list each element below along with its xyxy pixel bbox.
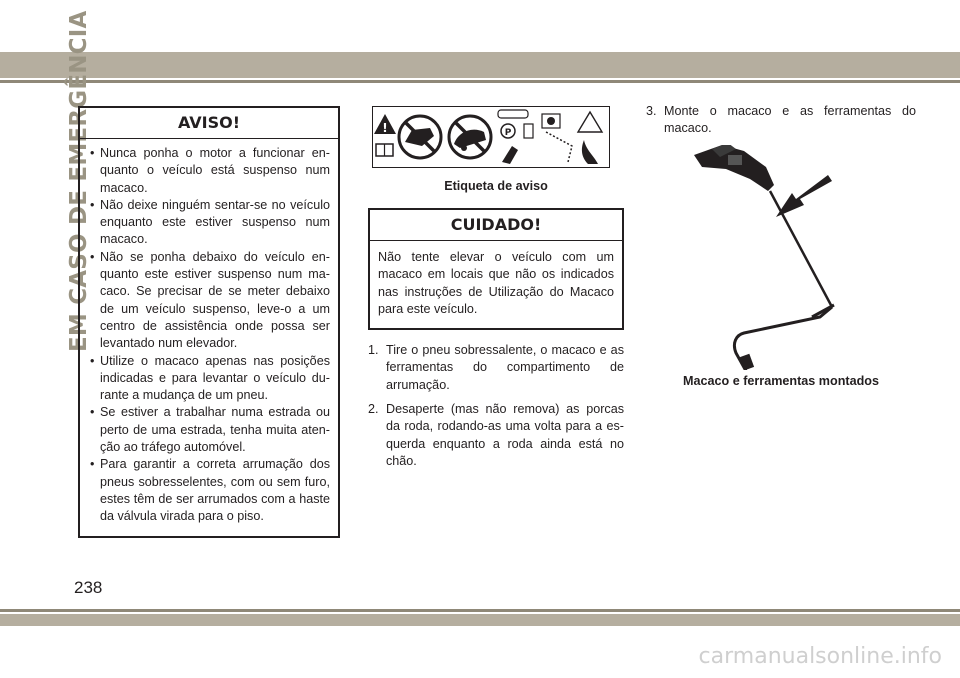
step-text: Tire o pneu sobressalente, o macaco e as ferramentas do compartimento de arrumação. [386, 343, 624, 392]
step-item [646, 103, 916, 138]
warning-box [78, 106, 340, 538]
caution-box [368, 208, 624, 330]
steps-list-continued [646, 103, 916, 138]
warning-label-image [372, 106, 610, 168]
jack-tools-image [692, 145, 842, 370]
step-number: 3. [646, 104, 657, 118]
warning-label-caption: Etiqueta de aviso [444, 179, 548, 193]
section-title-text: EM CASO DE EMERGÊNCIA [66, 10, 92, 352]
warning-item: • Nunca ponha o motor a funcionar enquanto o veículo está suspenso num macaco. [90, 145, 330, 197]
page-number: 238 [74, 578, 103, 597]
step-item [368, 342, 624, 394]
header-band [0, 52, 960, 78]
step-number: 1. [368, 343, 379, 358]
warning-heading: AVISO! [80, 108, 338, 139]
caution-heading: CUIDADO! [370, 210, 622, 241]
svg-text:P: P [504, 128, 512, 138]
jack-tools-caption: Macaco e ferramentas montados [683, 373, 879, 388]
column-left [78, 106, 340, 538]
step-number: 2. [368, 402, 379, 417]
warning-item: • Se estiver a trabalhar numa estrada ou perto de uma estrada, tenha muita atenção ao tráfego automóvel. [90, 404, 330, 456]
svg-text:!: ! [382, 121, 388, 135]
step-item [368, 401, 624, 470]
footer-band [0, 614, 960, 626]
column-right [646, 103, 916, 388]
caution-text: Não tente elevar o veículo com um macaco em locais que não os indicados nas instruções de Utilização do Macaco para este veículo. [378, 250, 614, 316]
watermark-text: carmanualsonline.info [698, 644, 942, 669]
step-text: Desaperte (mas não remova) as porcas da roda, rodando-as uma volta para a esquerda enquanto a roda ainda está no chão. [386, 402, 624, 468]
warning-body [80, 139, 338, 536]
header-rule [0, 80, 960, 83]
warning-item: • Para garantir a correta arrumação dos pneus sobresselentes, com ou sem furo, estes têm de ser arrumados com a haste da válvula virada para o piso. [90, 456, 330, 525]
step-text: Monte o macaco e as ferramentas do macaco. [664, 104, 916, 136]
column-middle [368, 106, 624, 477]
warning-item: • Utilize o macaco apenas nas posições indicadas e para levantar o veículo durante a mudança de um pneu. [90, 353, 330, 405]
warning-item: • Não se ponha debaixo do veículo enquanto este estiver suspenso num macaco. Se precisar de se meter debaixo de um veículo suspenso, leve-o a um centro de assistência onde possa ser levantado num elevador. [90, 249, 330, 353]
warning-item: • Não deixe ninguém sentar-se no veículo enquanto este estiver suspenso num macaco. [90, 197, 330, 249]
steps-list [368, 342, 624, 470]
footer-rule [0, 609, 960, 612]
warning-list [90, 145, 330, 526]
